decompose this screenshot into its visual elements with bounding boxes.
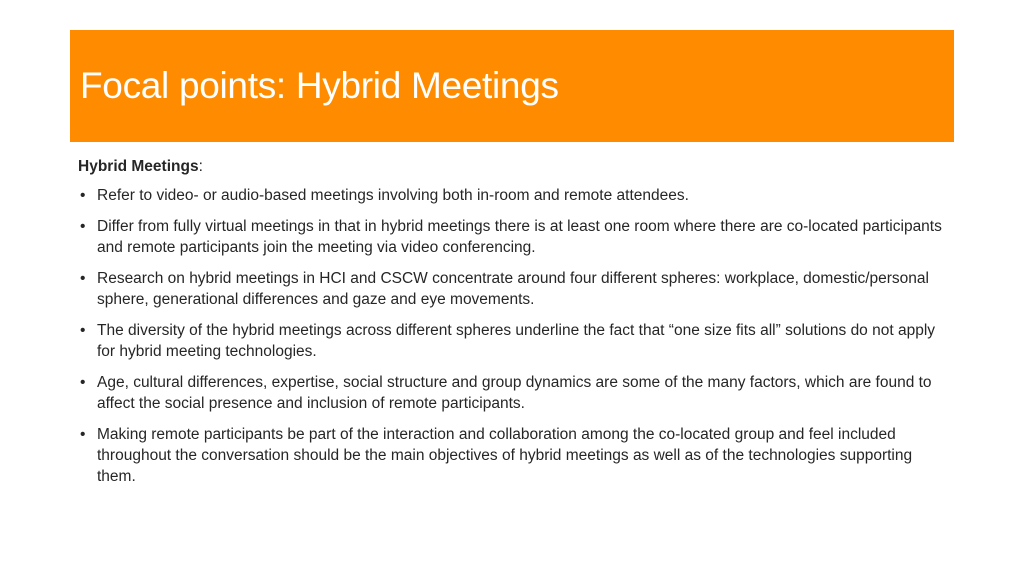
bullet-item <box>78 268 948 310</box>
bullet-item <box>78 216 948 258</box>
bullet-item <box>78 424 948 487</box>
slide-title: Focal points: Hybrid Meetings <box>80 65 559 106</box>
bullet-item <box>78 185 948 206</box>
bullet-text: The diversity of the hybrid meetings across different spheres underline the fact that “one size fits all” solutions do not apply for hybrid meeting technologies. <box>97 322 936 360</box>
bullet-icon: • <box>80 322 86 339</box>
section-heading-label: Hybrid Meetings <box>78 158 199 175</box>
bullet-item <box>78 320 948 362</box>
content-area <box>78 156 948 497</box>
bullet-icon: • <box>80 270 86 287</box>
bullet-icon: • <box>80 426 86 443</box>
section-heading <box>78 156 948 177</box>
bullet-text: Research on hybrid meetings in HCI and CSCW concentrate around four different spheres: workplace, domestic/personal sphere, generational differences and gaze and eye movements. <box>97 270 929 308</box>
bullet-text: Refer to video- or audio-based meetings involving both in-room and remote attendees. <box>97 187 689 204</box>
bullet-item <box>78 372 948 414</box>
title-bar <box>70 30 954 142</box>
bullet-text: Age, cultural differences, expertise, social structure and group dynamics are some of the many factors, which are found to affect the social presence and inclusion of remote participants. <box>97 374 932 412</box>
bullet-text: Differ from fully virtual meetings in that in hybrid meetings there is at least one room where there are co-located participants and remote participants join the meeting via video conferencing. <box>97 218 942 256</box>
bullet-text: Making remote participants be part of the interaction and collaboration among the co-located group and feel included throughout the conversation should be the main objectives of hybrid meetings as well as of the technologies supporting them. <box>97 426 913 485</box>
bullet-icon: • <box>80 218 86 235</box>
bullet-icon: • <box>80 374 86 391</box>
bullet-list <box>78 185 948 487</box>
bullet-icon: • <box>80 187 86 204</box>
section-heading-colon: : <box>198 158 203 175</box>
